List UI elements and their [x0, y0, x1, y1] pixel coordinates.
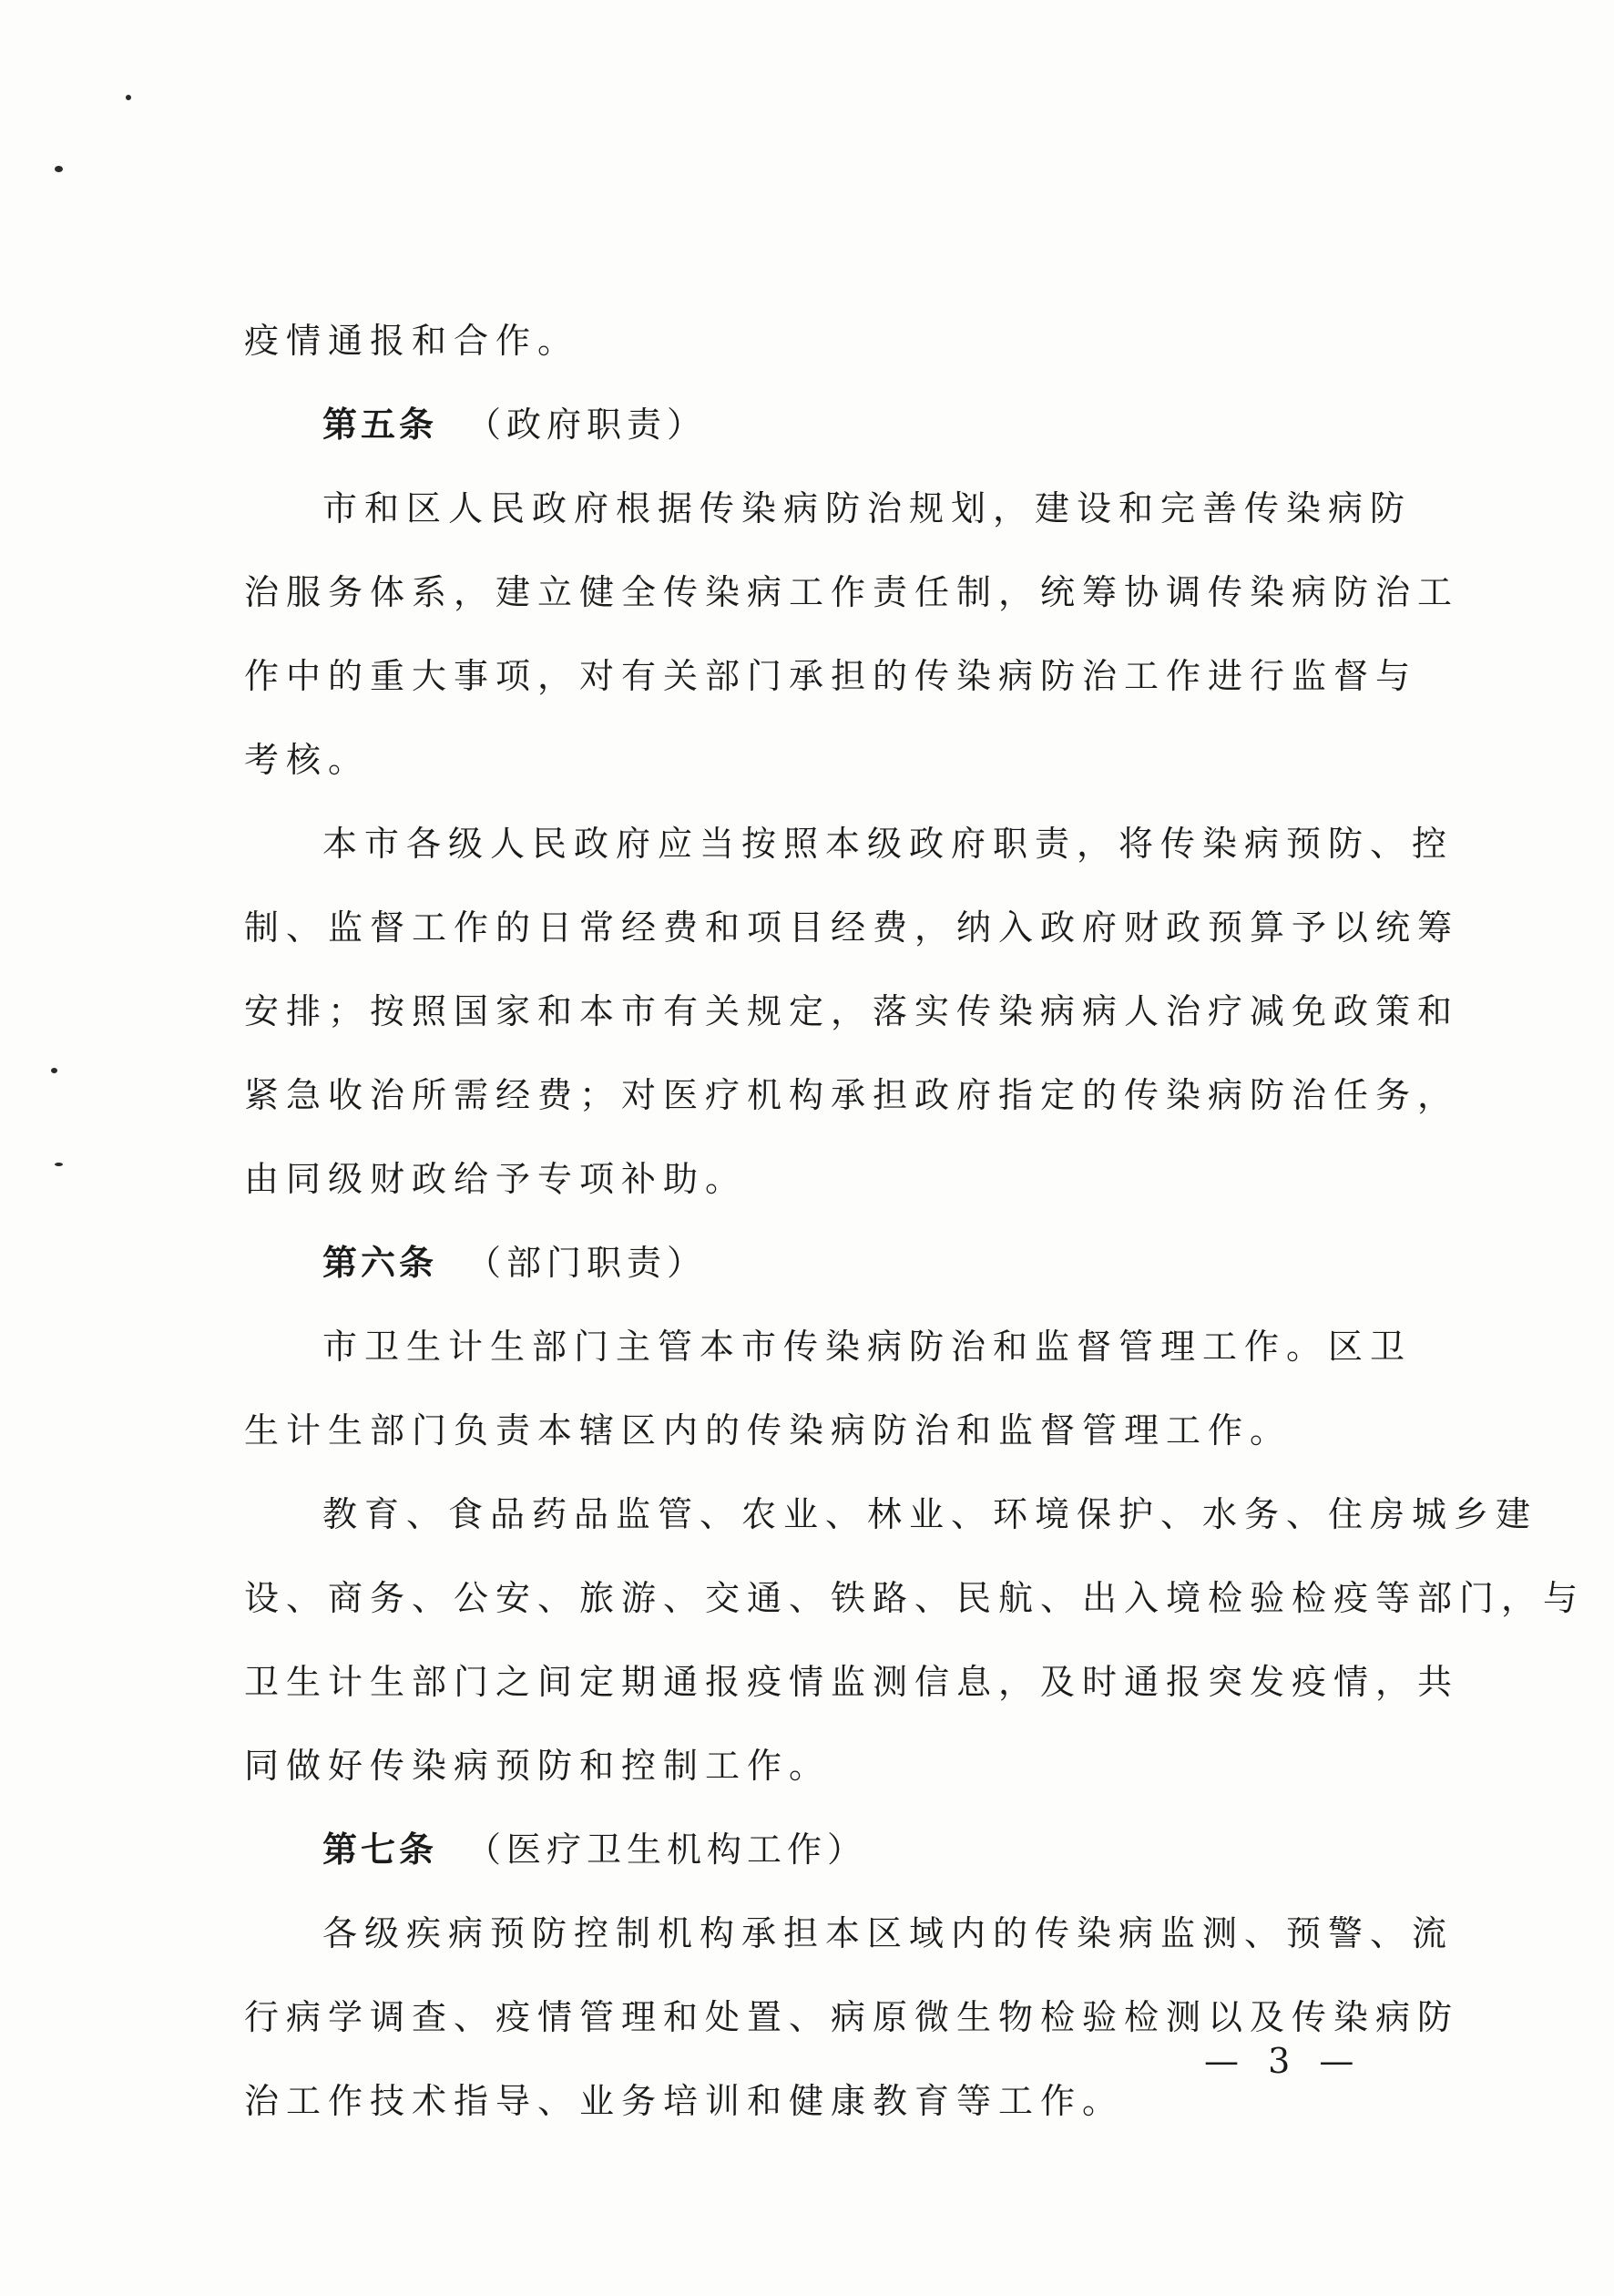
- text-line: 疫情通报和合作。: [244, 321, 580, 361]
- text-line: 制、监督工作的日常经费和项目经费，纳入政府财政预算予以统筹: [244, 907, 1460, 948]
- text-line: 市卫生计生部门主管本市传染病防治和监督管理工作。区卫: [322, 1327, 1413, 1367]
- text-line: 各级疾病预防控制机构承担本区域内的传染病监测、预警、流: [322, 1913, 1455, 1953]
- article-number: 第五条: [322, 405, 438, 445]
- scan-speck: [55, 166, 63, 172]
- text-line: 由同级财政给予专项补助。: [244, 1159, 748, 1199]
- article-7-heading: [244, 1808, 1384, 1891]
- text-line: 生计生部门负责本辖区内的传染病防治和监督管理工作。: [244, 1410, 1292, 1450]
- article-6-heading: [244, 1221, 1384, 1305]
- text-line: 紧急收治所需经费；对医疗机构承担政府指定的传染病防治任务，: [244, 1075, 1460, 1115]
- text-line: 卫生计生部门之间定期通报疫情监测信息，及时通报突发疫情，共: [244, 1662, 1460, 1702]
- article-number: 第七条: [322, 1830, 438, 1870]
- text-line: 设、商务、公安、旅游、交通、铁路、民航、出入境检验检疫等部门，与: [244, 1578, 1586, 1618]
- article-title: （医疗卫生机构工作）: [466, 1830, 868, 1870]
- text-line: 同做好传染病预防和控制工作。: [244, 1746, 832, 1786]
- scan-speck: [126, 95, 131, 100]
- text-line: 治工作技术指导、业务培训和健康教育等工作。: [244, 2081, 1125, 2121]
- text-line: 作中的重大事项，对有关部门承担的传染病防治工作进行监督与: [244, 656, 1418, 696]
- text-line: 本市各级人民政府应当按照本级政府职责，将传染病预防、控: [322, 824, 1455, 864]
- article-title: （部门职责）: [466, 1243, 708, 1283]
- article-5-heading: [244, 383, 1384, 466]
- text-line: 治服务体系，建立健全传染病工作责任制，统筹协调传染病防治工: [244, 572, 1460, 612]
- text-line: 行病学调查、疫情管理和处置、病原微生物检验检测以及传染病防: [244, 1997, 1460, 2037]
- page-number: — 3 —: [1204, 2041, 1364, 2081]
- article-number: 第六条: [322, 1243, 438, 1283]
- text-line: 教育、食品药品监管、农业、林业、环境保护、水务、住房城乡建: [322, 1494, 1538, 1534]
- scan-speck: [51, 1068, 57, 1073]
- scan-speck: [55, 1163, 63, 1166]
- text-line: 安排；按照国家和本市有关规定，落实传染病病人治疗减免政策和: [244, 991, 1460, 1031]
- article-title: （政府职责）: [466, 405, 708, 445]
- text-line: 考核。: [244, 740, 371, 780]
- document-body: [244, 299, 1586, 2143]
- text-line: 市和区人民政府根据传染病防治规划，建设和完善传染病防: [322, 488, 1413, 528]
